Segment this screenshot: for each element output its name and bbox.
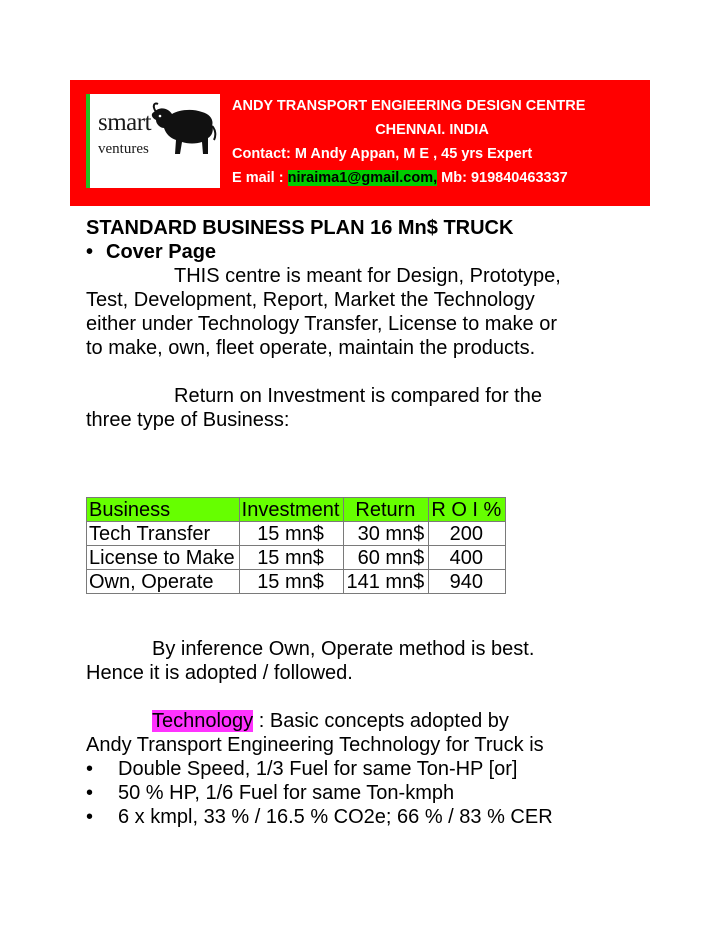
contact-line: Contact: M Andy Appan, M E , 45 yrs Expert — [232, 146, 533, 162]
cell-investment: 15 mn$ — [239, 522, 344, 546]
email-label: E mail : — [232, 170, 288, 186]
technology-label: Technology — [152, 710, 254, 732]
org-location: CHENNAI. INDIA — [375, 122, 489, 138]
intro-line: THIS centre is meant for Design, Prototype, — [174, 265, 561, 287]
technology-line: Andy Transport Engineering Technology for Truck is — [86, 734, 544, 756]
cell-roi: 940 — [429, 570, 506, 594]
email-link[interactable]: niraima1@gmail.com, — [287, 170, 438, 186]
header-info — [232, 94, 632, 190]
cell-investment: 15 mn$ — [239, 546, 344, 570]
org-name: ANDY TRANSPORT ENGIEERING DESIGN CENTRE — [232, 98, 586, 114]
header-business: Business — [87, 498, 240, 522]
list-item-text: 50 % HP, 1/6 Fuel for same Ton-kmph — [118, 782, 455, 804]
table-row — [87, 570, 506, 594]
page-title: STANDARD BUSINESS PLAN 16 Mn$ TRUCK — [86, 217, 514, 239]
list-item-text: Double Speed, 1/3 Fuel for same Ton-HP [or] — [118, 758, 518, 780]
cell-roi: 200 — [429, 522, 506, 546]
table-row — [87, 546, 506, 570]
inference-line: Hence it is adopted / followed. — [86, 662, 353, 684]
cell-business: Tech Transfer — [87, 522, 240, 546]
table-row — [87, 522, 506, 546]
cell-return: 30 mn$ — [344, 522, 429, 546]
roi-intro-line: Return on Investment is compared for the — [174, 385, 542, 407]
list-item-text: 6 x kmpl, 33 % / 16.5 % CO2e; 66 % / 83 % CER — [118, 806, 553, 828]
list-item — [86, 781, 646, 805]
roi-intro-line: three type of Business: — [86, 409, 290, 431]
header-investment: Investment — [239, 498, 344, 522]
table-header-row — [87, 498, 506, 522]
bullet-icon: • — [86, 782, 94, 804]
cell-business: License to Make — [87, 546, 240, 570]
intro-line: Test, Development, Report, Market the Technology — [86, 289, 535, 311]
header-roi: R O I % — [429, 498, 506, 522]
intro-line: to make, own, fleet operate, maintain the products. — [86, 337, 536, 359]
inference-line: By inference Own, Operate method is best. — [152, 638, 535, 660]
document-body — [86, 216, 646, 432]
cell-return: 60 mn$ — [344, 546, 429, 570]
intro-paragraph — [86, 264, 646, 432]
bull-logo-icon — [148, 100, 218, 164]
logo-text-ventures: ventures — [98, 141, 149, 157]
bullet-icon: • — [86, 241, 94, 263]
mobile-number: Mb: 919840463337 — [437, 170, 568, 186]
logo-text-smart: smart — [98, 109, 152, 136]
cover-page-label: Cover Page — [106, 241, 217, 263]
email-line — [232, 166, 632, 190]
list-item — [86, 757, 646, 781]
cover-page-heading — [86, 240, 646, 264]
list-item — [86, 805, 646, 829]
intro-line: either under Technology Transfer, License to make or — [86, 313, 558, 335]
bullet-icon: • — [86, 806, 94, 828]
inference-paragraph — [86, 637, 646, 757]
bullet-icon: • — [86, 758, 94, 780]
technology-intro: : Basic concepts adopted by — [253, 710, 509, 732]
cell-return: 141 mn$ — [344, 570, 429, 594]
cell-investment: 15 mn$ — [239, 570, 344, 594]
cell-business: Own, Operate — [87, 570, 240, 594]
smart-ventures-logo — [86, 94, 220, 188]
conclusion-section — [86, 637, 646, 829]
header-return: Return — [344, 498, 429, 522]
cell-roi: 400 — [429, 546, 506, 570]
technology-bullet-list — [86, 757, 646, 829]
roi-table — [86, 497, 506, 594]
